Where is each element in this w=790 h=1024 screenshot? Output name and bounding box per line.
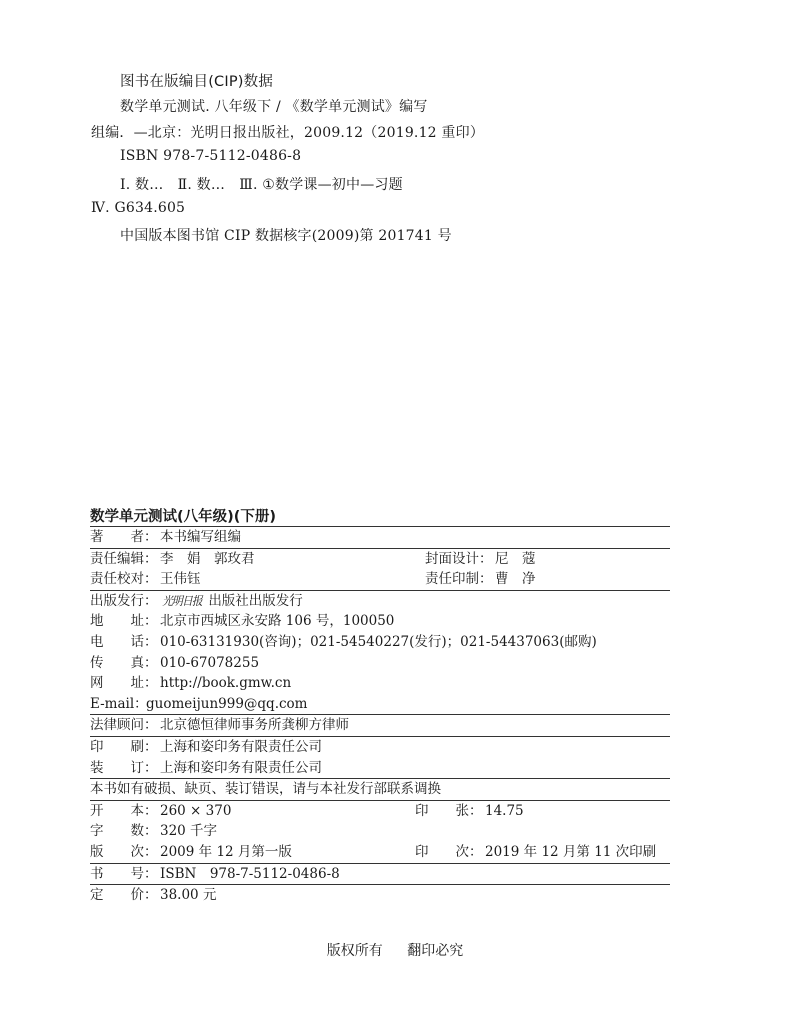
- publisher-logo-mark: 光明日报: [162, 593, 202, 608]
- sheets-label: 印 张：: [415, 802, 483, 819]
- print-label: 印 刷：: [90, 738, 158, 755]
- cip-line-1: 数学单元测试. 八年级下 / 《数学单元测试》编写: [120, 99, 428, 115]
- edition-value: 2009 年 12 月第一版: [160, 843, 292, 860]
- publisher-label: 出版发行：: [90, 592, 158, 609]
- phone-label: 电 话：: [90, 633, 158, 650]
- impression-label: 印 次：: [415, 843, 483, 860]
- email-row: [90, 694, 670, 715]
- fax-row: [90, 653, 670, 674]
- legal-value: 北京德恒律师事务所龚柳方律师: [160, 717, 349, 734]
- website-row: [90, 673, 670, 694]
- address-value: 北京市西城区永安路 106 号，100050: [160, 613, 395, 630]
- format-row: [90, 800, 670, 822]
- binding-row: [90, 758, 670, 779]
- legal-label: 法律顾问：: [90, 717, 158, 734]
- author-row: [90, 526, 670, 548]
- sheets-value: 14.75: [485, 802, 524, 819]
- publisher-suffix: 出版社出版发行: [208, 592, 303, 609]
- notice-text: 本书如有破损、缺页、装订错误，请与本社发行部联系调换: [90, 781, 441, 798]
- cip-title: 图书在版编目(CIP)数据: [120, 74, 274, 90]
- edition-row: [90, 842, 670, 863]
- website-label: 网 址：: [90, 675, 158, 692]
- cip-number: Ⅳ. G634.605: [91, 200, 186, 216]
- phone-row: [90, 632, 670, 653]
- copyright-right: 翻印必究: [407, 943, 464, 959]
- legal-row: [90, 714, 670, 736]
- isbn-value: ISBN 978-7-5112-0486-8: [160, 865, 340, 882]
- address-row: [90, 611, 670, 632]
- editor-label: 责任编辑：: [90, 550, 158, 567]
- format-label: 开 本：: [90, 802, 158, 819]
- proofreader-label: 责任校对：: [90, 571, 158, 588]
- words-row: [90, 821, 670, 842]
- print-value: 上海和姿印务有限责任公司: [160, 738, 322, 755]
- cip-line-2: 组编．—北京：光明日报出版社，2009.12（2019.12 重印）: [91, 125, 485, 141]
- cip-data-check: 中国版本图书馆 CIP 数据核字(2009)第 201741 号: [120, 228, 452, 244]
- binding-value: 上海和姿印务有限责任公司: [160, 759, 322, 776]
- address-label: 地 址：: [90, 613, 158, 630]
- isbn-row: [90, 863, 670, 885]
- printing-supervisor-label: 责任印制：: [425, 571, 493, 588]
- isbn-label: 书 号：: [90, 865, 158, 882]
- binding-label: 装 订：: [90, 759, 158, 776]
- price-value: 38.00 元: [160, 887, 217, 904]
- publisher-value: [160, 591, 303, 612]
- copyright-left: 版权所有: [326, 943, 383, 959]
- printing-supervisor-value: 曹 净: [495, 571, 536, 588]
- proofreader-row: [90, 569, 670, 590]
- format-value: 260 × 370: [160, 802, 232, 819]
- print-row: [90, 736, 670, 758]
- impression-value: 2019 年 12 月第 11 次印刷: [485, 843, 657, 860]
- proofreader-value: 王伟钰: [160, 571, 201, 588]
- edition-label: 版 次：: [90, 843, 158, 860]
- notice-row: [90, 778, 670, 800]
- fax-value: 010-67078255: [160, 654, 260, 671]
- words-label: 字 数：: [90, 823, 158, 840]
- editor-value: 李 娟 郭玫君: [160, 550, 255, 567]
- author-value: 本书编写组编: [160, 529, 241, 545]
- publisher-row: [90, 590, 670, 612]
- cip-classification: Ⅰ. 数… Ⅱ. 数… Ⅲ. ①数学课—初中—习题: [120, 177, 403, 193]
- editor-row: [90, 548, 670, 570]
- imprint-block: [90, 508, 670, 906]
- copyright-notice: [0, 940, 790, 960]
- words-value: 320 千字: [160, 823, 218, 840]
- email-value: guomeijun999@qq.com: [146, 695, 308, 712]
- author-label: 著 者：: [90, 529, 158, 545]
- website-value: http://book.gmw.cn: [160, 675, 292, 692]
- email-label: E-mail：: [90, 695, 148, 712]
- cover-design-label: 封面设计：: [425, 550, 493, 567]
- book-title: 数学单元测试(八年级)(下册): [90, 509, 277, 525]
- fax-label: 传 真：: [90, 654, 158, 671]
- cover-design-value: 尼 蔻: [495, 550, 536, 567]
- phone-value: 010-63131930(咨询)；021-54540227(发行)；021-54437063(邮购): [160, 633, 597, 650]
- price-label: 定 价：: [90, 887, 158, 904]
- price-row: [90, 884, 670, 906]
- cip-isbn: ISBN 978-7-5112-0486-8: [120, 148, 302, 164]
